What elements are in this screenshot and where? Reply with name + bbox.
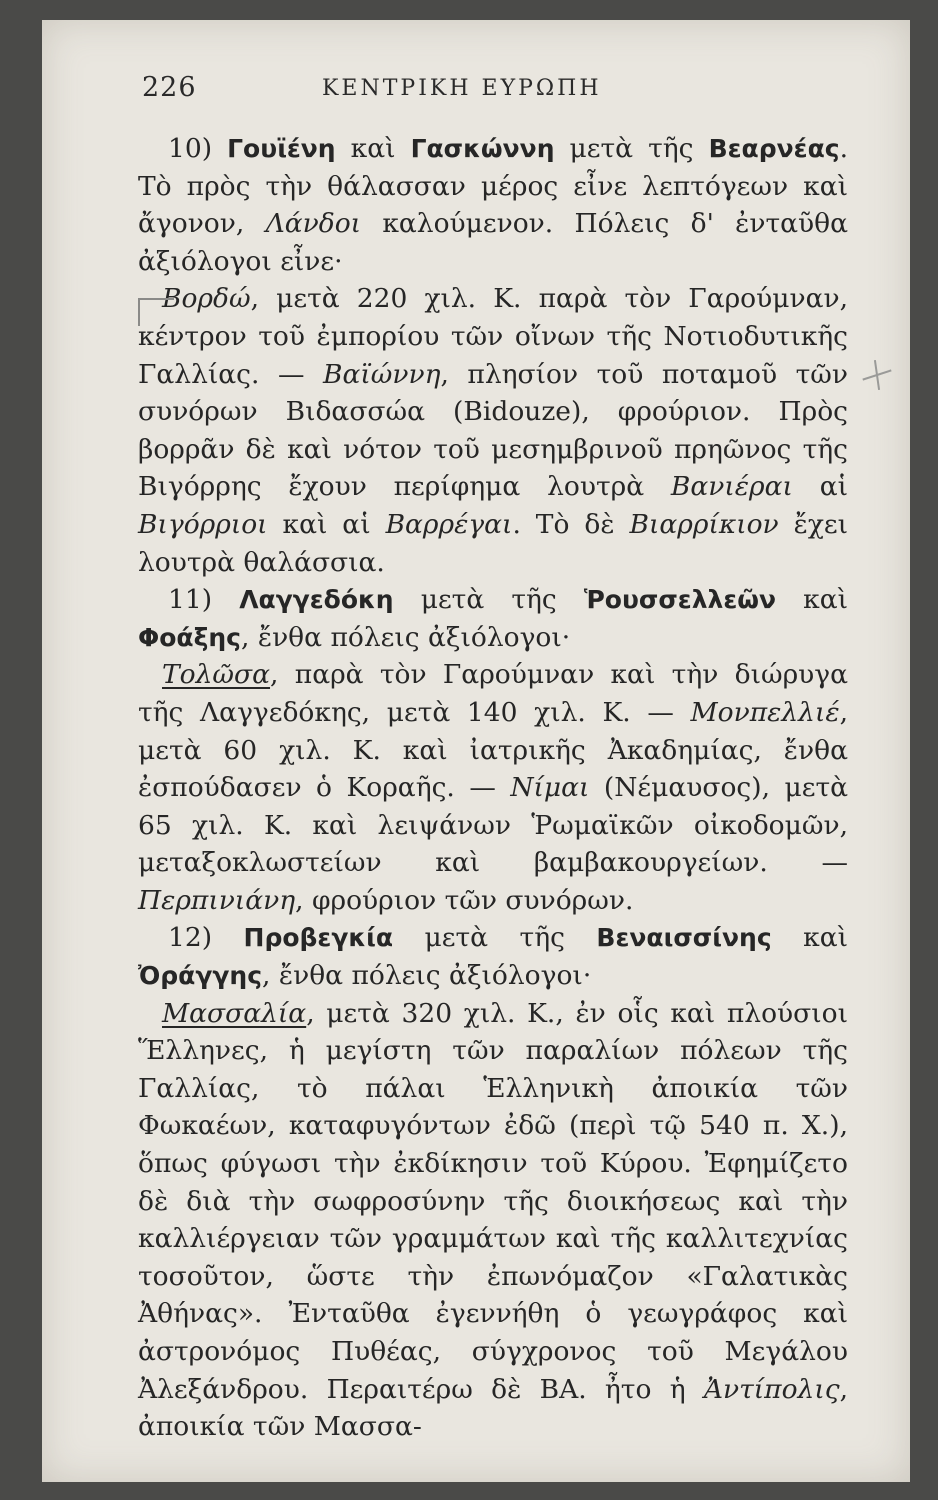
city-name: Βανιέραι	[670, 471, 793, 503]
city-name: Βιγόρριοι	[138, 508, 268, 540]
city-name: Ἀντίπολις	[703, 1373, 840, 1405]
running-title: ΚΕΝΤΡΙΚΗ ΕΥΡΩΠΗ	[322, 76, 602, 101]
region-name: Φοάξης	[138, 622, 241, 652]
section-12-heading	[138, 919, 848, 994]
paragraph-text: , φρούριον τῶν συνόρων.	[295, 884, 634, 916]
paragraph-text: καὶ αἱ	[267, 508, 386, 540]
joiner-text: μετὰ τῆς	[393, 584, 584, 616]
section-12-cities	[138, 995, 848, 1446]
joiner-text: καὶ	[771, 922, 848, 954]
page-header	[142, 72, 842, 112]
place-name: Λάνδοι	[265, 208, 362, 240]
paragraph-text: , μετὰ 220 χιλ. Κ. παρὰ τὸν Γαρούμναν, κέντρον τοῦ ἐμπορίου τῶν οἴνων τῆς Νοτιοδυτικῆς Γαλλίας. —	[138, 283, 848, 390]
joiner-text: καὶ	[335, 133, 411, 164]
book-page	[42, 20, 910, 1482]
region-name: Γουϊένη	[227, 134, 336, 163]
section-11-heading	[138, 581, 848, 656]
section-number: 10)	[168, 133, 213, 164]
city-name: Μασσαλία	[162, 997, 307, 1029]
paragraph-text: , ἀποικία τῶν Μασσα-	[138, 1373, 848, 1443]
paragraph-text: καλούμενον. Πόλεις δ' ἐνταῦθα ἀξιόλογοι εἶνε·	[138, 208, 848, 277]
region-name: Ῥουσσελλεῶν	[583, 585, 777, 615]
city-name: Περπινιάνη	[138, 884, 296, 916]
joiner-text: μετὰ τῆς	[393, 922, 597, 954]
paragraph-text: , ἔνθα πόλεις ἀξιόλογοι·	[241, 621, 571, 653]
region-name: Προβεγκία	[243, 923, 394, 953]
city-name: Τολῶσα	[162, 659, 271, 691]
paragraph-text: , μετὰ 60 χιλ. Κ. καὶ ἰατρικῆς Ἀκαδημίας, ἔνθα ἐσπούδασεν ὁ Κοραῆς. —	[138, 696, 848, 804]
city-name: Νίμαι	[510, 772, 590, 804]
paragraph-text: . Τὸ δὲ	[512, 508, 630, 540]
paragraph-text: , μετὰ 320 χιλ. Κ., ἐν οἷς καὶ πλούσιοι Ἕλληνες, ἡ μεγίστη τῶν παραλίων πόλεων τῆς Γαλλίας, τὸ πάλαι Ἑλληνικὴ ἀποικία τῶν Φωκαέων, καταφυγόντων ἐδῶ (περὶ τῷ 540 π. Χ.), ὅπως φύγωσι τὴν ἐκδίκησιν τοῦ Κύρου. Ἐφημίζετο δὲ διὰ τὴν σωφροσύνην τῆς διοικήσεως καὶ τὴν καλλιέργειαν τῶν γραμμάτων καὶ τῆς καλλιτεχνίας τοσοῦτον, ὥστε τὴν ἐπωνόμαζον «Γαλατικὰς Ἀθήνας». Ἐνταῦθα ἐγεννήθη ὁ γεωγράφος καὶ ἀστρονόμος Πυθέας, σύγχρονος τοῦ Μεγάλου Ἀλεξάνδρου. Περαιτέρω δὲ ΒΑ. ἦτο ἡ	[138, 997, 848, 1405]
paragraph-text: (Νέμαυσος), μετὰ 65 χιλ. Κ. καὶ λειψάνων Ῥωμαϊκῶν οἰκοδομῶν, μεταξοκλωστείων καὶ βαμβακουργείων. —	[138, 772, 848, 879]
city-name: Βιαρρίκιον	[629, 508, 779, 540]
body-text	[138, 130, 848, 1446]
section-number: 12)	[168, 922, 213, 954]
section-10-cities	[138, 280, 848, 581]
region-name: Βεναισσίνης	[596, 923, 772, 953]
region-name: Λαγγεδόκη	[239, 585, 394, 615]
paragraph-text: , ἔνθα πόλεις ἀξιόλογοι·	[262, 960, 592, 992]
section-11-cities	[138, 656, 848, 919]
paragraph-text: . Τὸ πρὸς τὴν θάλασσαν μέρος εἶνε λεπτόγεων καὶ ἄγονον,	[138, 133, 848, 240]
paragraph-text: ἔχει λουτρὰ θαλάσσια.	[138, 508, 849, 578]
joiner-text: μετὰ τῆς	[554, 133, 709, 164]
paragraph-text: αἱ	[792, 471, 848, 503]
region-name: Γασκώννη	[410, 134, 555, 163]
paragraph-text: , πλησίον τοῦ ποταμοῦ τῶν συνόρων Βιδασσώα (Bidouze), φρούριον. Πρὸς βορρᾶν δὲ καὶ νότον τοῦ μεσημβρινοῦ πρηῶνος τῆς Βιγόρρης ἔχουν περίφημα λουτρὰ	[138, 358, 848, 503]
region-name: Ὀράγγης	[138, 961, 263, 991]
paragraph-text: , παρὰ τὸν Γαρούμναν καὶ τὴν διώρυγα τῆς Λαγγεδόκης, μετὰ 140 χιλ. Κ. —	[138, 659, 848, 728]
city-name: Βαρρέγαι	[385, 508, 513, 540]
section-number: 11)	[168, 584, 213, 616]
city-name: Βορδώ	[162, 283, 251, 315]
region-name: Βεαρνέας	[708, 134, 840, 163]
city-name: Μονπελλιέ	[690, 696, 840, 728]
section-10-heading	[138, 130, 848, 280]
page-number: 226	[142, 72, 197, 103]
pencil-bracket-mark	[138, 298, 174, 326]
joiner-text: καὶ	[776, 584, 848, 616]
pencil-cross-mark	[862, 360, 892, 390]
city-name: Βαϊώννη	[323, 358, 441, 390]
